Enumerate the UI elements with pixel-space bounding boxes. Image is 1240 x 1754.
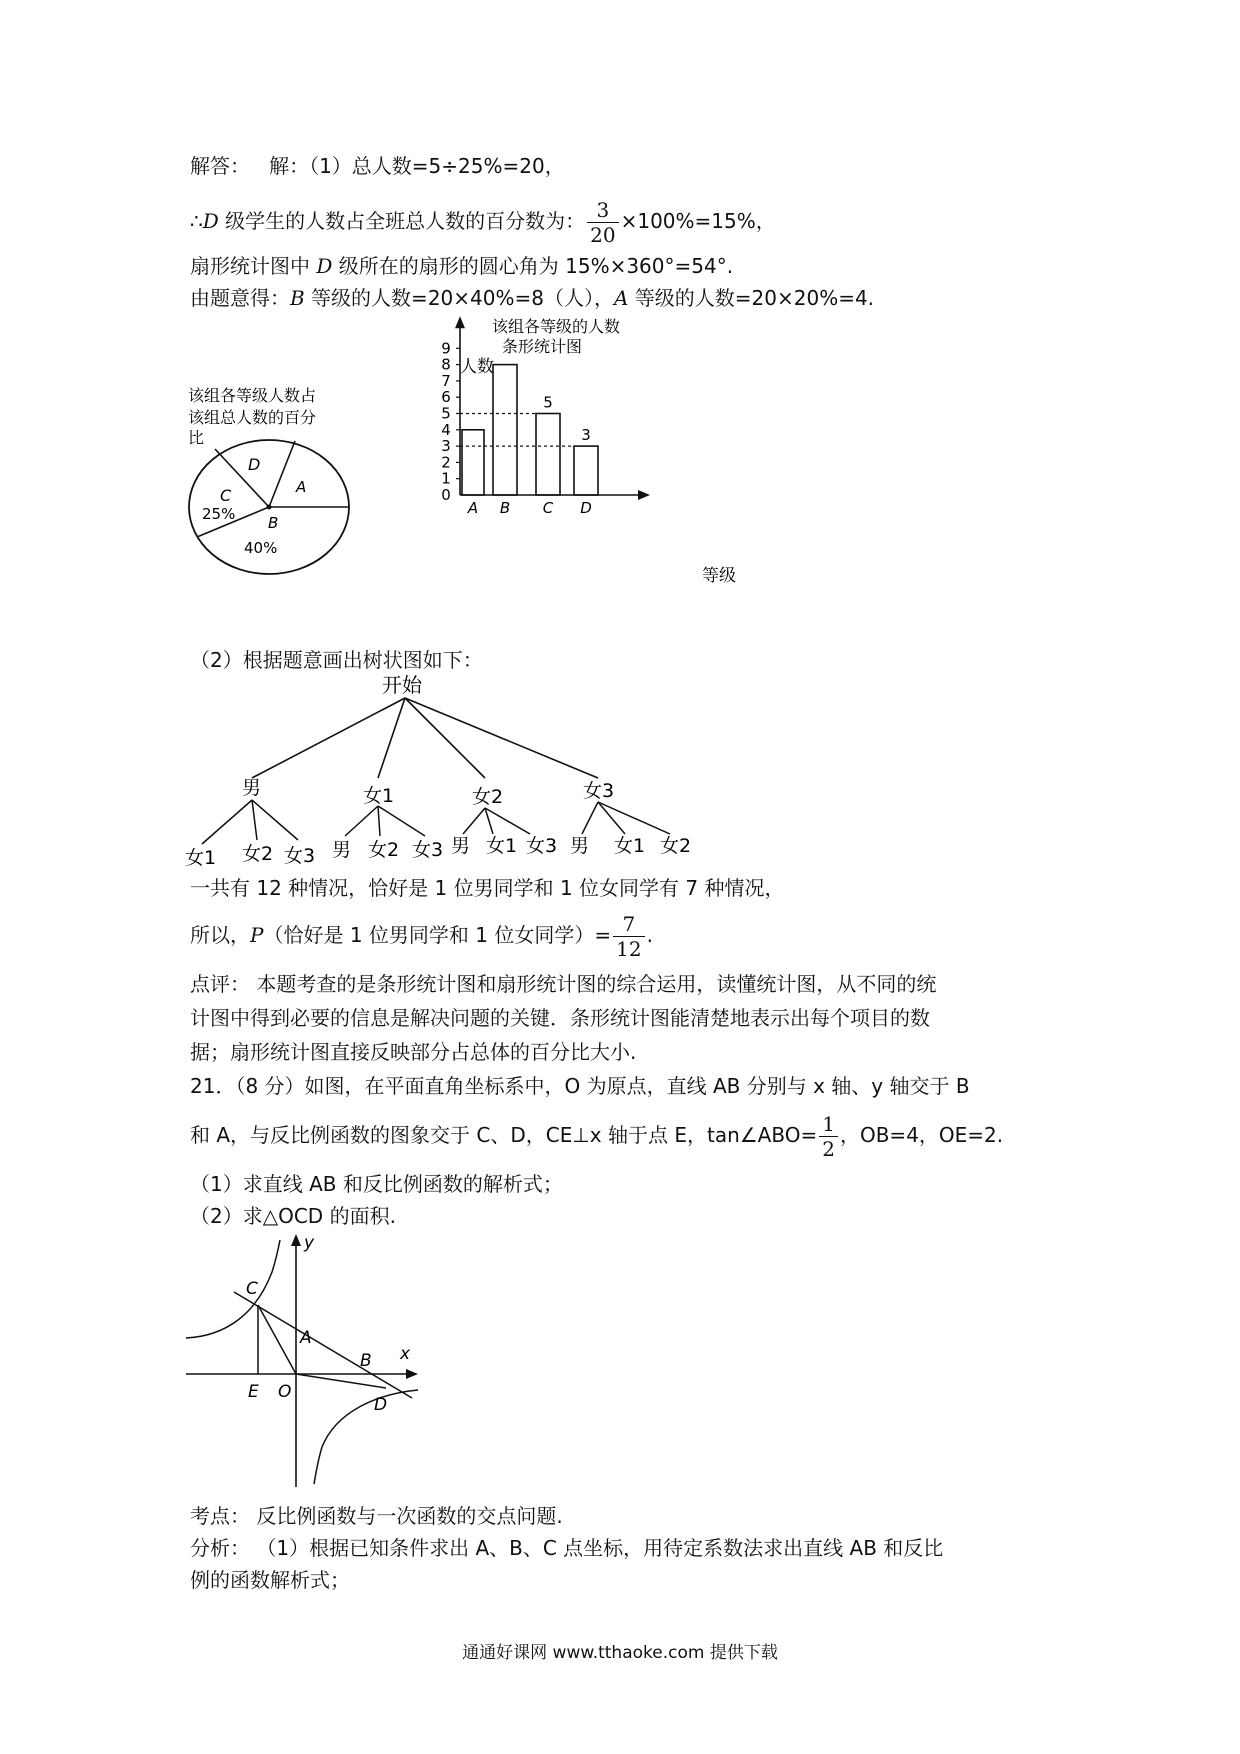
part2-intro: （2）根据题意画出树状图如下： bbox=[190, 648, 483, 672]
point-O-label: O bbox=[278, 1382, 292, 1402]
bar-chart-y-tick-label: 8 bbox=[441, 355, 451, 374]
tree-leaf: 女2 bbox=[660, 835, 692, 857]
point-D-label: D bbox=[374, 1395, 388, 1415]
pie-title-line-3: 比 bbox=[188, 428, 205, 447]
tree-leaf: 男 bbox=[570, 835, 590, 857]
segment-OC bbox=[258, 1305, 296, 1374]
pie-chart bbox=[180, 385, 360, 585]
pie-pct-C: 25% bbox=[202, 505, 236, 523]
tree-leaf: 女3 bbox=[284, 845, 316, 867]
bar-B bbox=[493, 365, 517, 495]
x-axis-arrow bbox=[406, 1369, 418, 1379]
bar-chart-xlabel: 等级 bbox=[702, 566, 736, 586]
coordinate-graph bbox=[186, 1232, 426, 1492]
pie-center-dot bbox=[267, 505, 272, 510]
page-footer: 通通好课网 www.tthaoke.com 提供下载 bbox=[462, 1643, 778, 1663]
bar-C bbox=[536, 414, 560, 496]
bar-D bbox=[574, 446, 598, 495]
bar-chart-y-tick-label: 9 bbox=[441, 339, 451, 358]
bar-chart-data-label: 3 bbox=[581, 426, 591, 445]
point-E-label: E bbox=[248, 1382, 259, 1402]
tree-root: 开始 bbox=[382, 673, 422, 697]
bar-chart-y-axis-arrow bbox=[455, 316, 465, 328]
x-axis-label: x bbox=[400, 1344, 411, 1364]
problem21-line-2: 和 A，与反比例函数的图象交于 C、D，CE⊥x 轴于点 E，tan∠ABO= $\frac{1}{2}$ ，OB=4，OE=2. bbox=[190, 1112, 1004, 1161]
comment-line-1: 点评： 本题考查的是条形统计图和扇形统计图的综合运用，读懂统计图，从不同的统 bbox=[190, 972, 937, 996]
solution-line-3: 扇形统计图中 D 级所在的扇形的圆心角为 15%×360°=54°. bbox=[190, 254, 734, 278]
bar-chart-title-line-2: 条形统计图 bbox=[502, 337, 583, 356]
bar-chart-y-tick-label: 7 bbox=[441, 371, 451, 390]
tree-branch-2: 女1 bbox=[363, 785, 395, 807]
pie-label-B: B bbox=[268, 514, 279, 532]
tree-leaf: 女3 bbox=[412, 839, 444, 861]
bar-chart-data-label: 5 bbox=[543, 393, 553, 412]
solution-line-2: ∴D 级学生的人数占全班总人数的百分数为： $\frac{3}{20}$ ×100%=15%， bbox=[190, 198, 776, 247]
hyperbola-upper-branch bbox=[186, 1240, 280, 1338]
analysis-line-1: 分析： （1）根据已知条件求出 A、B、C 点坐标，用待定系数法求出直线 AB 和反比 bbox=[190, 1536, 944, 1560]
bar-chart-title-line-1: 该组各等级的人数 bbox=[492, 317, 621, 336]
bar-chart-x-tick-label: C bbox=[542, 499, 554, 517]
comment-line-2: 计图中得到必要的信息是解决问题的关键．条形统计图能清楚地表示出每个项目的数 bbox=[190, 1006, 930, 1030]
problem21-q2: （2）求△OCD 的面积. bbox=[190, 1204, 396, 1228]
bar-chart-y-tick-label: 0 bbox=[441, 486, 451, 504]
bar-A bbox=[462, 430, 484, 495]
line-AB bbox=[234, 1292, 412, 1398]
bar-chart-x-tick-label: B bbox=[499, 499, 511, 517]
hyperbola-lower-branch bbox=[314, 1390, 418, 1484]
bar-chart-y-tick-label: 5 bbox=[441, 404, 451, 423]
part2-conclusion-2: 所以，P（恰好是 1 位男同学和 1 位女同学）= $\frac{7}{12}$ . bbox=[190, 912, 653, 961]
pie-title-line-1: 该组各等级人数占 bbox=[188, 386, 317, 405]
tree-leaf: 男 bbox=[451, 835, 471, 857]
tree-branch-4: 女3 bbox=[583, 780, 615, 802]
tree-leaf: 女2 bbox=[242, 843, 274, 865]
bar-chart bbox=[440, 312, 760, 594]
y-axis-label: y bbox=[304, 1233, 315, 1253]
comment-line-3: 据；扇形统计图直接反映部分占总体的百分比大小. bbox=[190, 1040, 637, 1064]
bar-chart-y-tick-label: 1 bbox=[441, 469, 451, 488]
bar-chart-y-tick-label: 3 bbox=[441, 437, 451, 456]
tree-leaf: 女1 bbox=[614, 835, 646, 857]
problem21-q1: （1）求直线 AB 和反比例函数的解析式； bbox=[190, 1172, 563, 1196]
analysis-line-2: 例的函数解析式； bbox=[190, 1568, 350, 1592]
tree-leaf: 女3 bbox=[526, 835, 558, 857]
bar-chart-x-tick-label: A bbox=[467, 499, 479, 517]
pie-label-C: C bbox=[220, 486, 232, 505]
bar-chart-y-tick-label: 2 bbox=[441, 453, 451, 472]
key-point-line: 考点： 反比例函数与一次函数的交点问题. bbox=[190, 1504, 563, 1528]
pie-pct-B: 40% bbox=[244, 539, 278, 557]
point-A-label: A bbox=[300, 1328, 312, 1348]
bar-chart-x-tick-label: D bbox=[580, 499, 592, 517]
fraction-1-2: $\frac{1}{2}$ bbox=[819, 1112, 838, 1161]
bar-chart-ylabel: 人数 bbox=[460, 357, 494, 377]
part2-conclusion-1: 一共有 12 种情况，恰好是 1 位男同学和 1 位女同学有 7 种情况， bbox=[190, 876, 785, 900]
solution-line-1: 解答： 解：（1）总人数=5÷25%=20， bbox=[190, 154, 565, 178]
tree-leaf: 女1 bbox=[486, 835, 518, 857]
tree-leaf: 男 bbox=[332, 839, 352, 861]
point-B-label: B bbox=[360, 1351, 372, 1371]
tree-leaf: 女2 bbox=[368, 839, 400, 861]
problem21-line-1: 21．（8 分）如图，在平面直角坐标系中，O 为原点，直线 AB 分别与 x 轴、y 轴交于 B bbox=[190, 1074, 970, 1098]
tree-branch-3: 女2 bbox=[472, 786, 504, 808]
segment-OD bbox=[296, 1374, 386, 1388]
bar-chart-x-axis-arrow bbox=[638, 490, 650, 500]
fraction-7-12: $\frac{7}{12}$ bbox=[613, 912, 644, 961]
pie-label-D: D bbox=[248, 455, 261, 474]
pie-sector-line bbox=[269, 441, 295, 507]
bar-chart-y-tick-label: 6 bbox=[441, 388, 451, 407]
pie-label-A: A bbox=[296, 478, 307, 496]
bar-chart-y-tick-label: 4 bbox=[441, 420, 451, 439]
solution-line-4: 由题意得：B 等级的人数=20×40%=8（人），A 等级的人数=20×20%=4. bbox=[190, 286, 875, 310]
tree-leaf: 女1 bbox=[185, 847, 217, 869]
point-C-label: C bbox=[246, 1279, 258, 1299]
tree-diagram bbox=[180, 672, 710, 872]
y-axis-arrow bbox=[291, 1234, 301, 1246]
fraction-3-20: $\frac{3}{20}$ bbox=[587, 198, 618, 247]
tree-branch-1: 男 bbox=[242, 777, 262, 799]
solution-label: 解答： bbox=[190, 154, 250, 178]
pie-title-line-2: 该组总人数的百分 bbox=[188, 408, 317, 427]
